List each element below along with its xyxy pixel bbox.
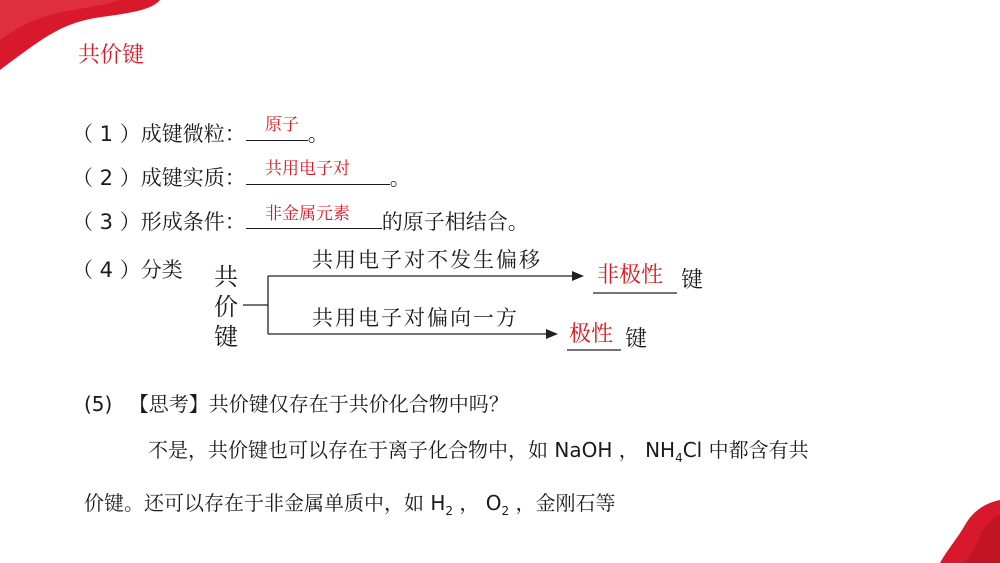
think-number: (5) (84, 392, 113, 416)
item-2-answer: 共用电子对 (265, 159, 350, 179)
diagram-root-char-1: 共 (214, 263, 238, 291)
think-answer-line-2-b: ， O (453, 491, 502, 515)
diagram-root-char-2: 价 (214, 293, 238, 321)
think-answer-line-1-tail: Cl 中都含有共 (682, 438, 809, 462)
page-title: 共价键 (78, 43, 145, 68)
diagram-root-char-3: 键 (214, 323, 238, 351)
branch-top-arrowhead (572, 271, 584, 281)
item-2-end: 。 (389, 166, 411, 190)
nh4-subscript: 4 (675, 451, 683, 465)
h2-subscript: 2 (445, 504, 454, 518)
item-3-answer: 非金属元素 (265, 204, 350, 224)
think-answer-line-1 (148, 434, 809, 463)
item-4-label: （ 4 ）分类 (72, 258, 183, 282)
branch-top-condition: 共用电子对不发生偏移 (312, 248, 542, 272)
item-1-end: 。 (307, 122, 329, 146)
think-answer-line-2 (84, 487, 616, 516)
o2-subscript: 2 (501, 504, 510, 518)
branch-bottom-arrowhead (546, 329, 558, 339)
think-question-row (84, 388, 509, 417)
item-1-label: （ 1 ）成键微粒： (72, 122, 246, 146)
branch-top-answer: 非极性 (597, 263, 664, 288)
item-3-end: 的原子相结合。 (381, 210, 529, 234)
think-answer-line-2-a: 价键。还可以存在于非金属单质中，如 H (84, 491, 446, 515)
branch-top-suffix: 键 (681, 268, 704, 293)
item-2-label: （ 2 ）成键实质： (72, 166, 246, 190)
branch-bottom-suffix: 键 (625, 327, 648, 352)
branch-bottom-answer: 极性 (569, 322, 614, 347)
item-3-label: （ 3 ）形成条件： (72, 210, 246, 234)
think-question: 【思考】共价键仅存在于共价化合物中吗？ (128, 392, 509, 416)
think-answer-line-1-text: 不是，共价键也可以存在于离子化合物中，如 NaOH ， NH (148, 438, 676, 462)
item-1-answer: 原子 (265, 115, 299, 135)
think-answer-line-2-c: ，金刚石等 (509, 491, 616, 515)
branch-bottom-condition: 共用电子对偏向一方 (312, 306, 519, 330)
